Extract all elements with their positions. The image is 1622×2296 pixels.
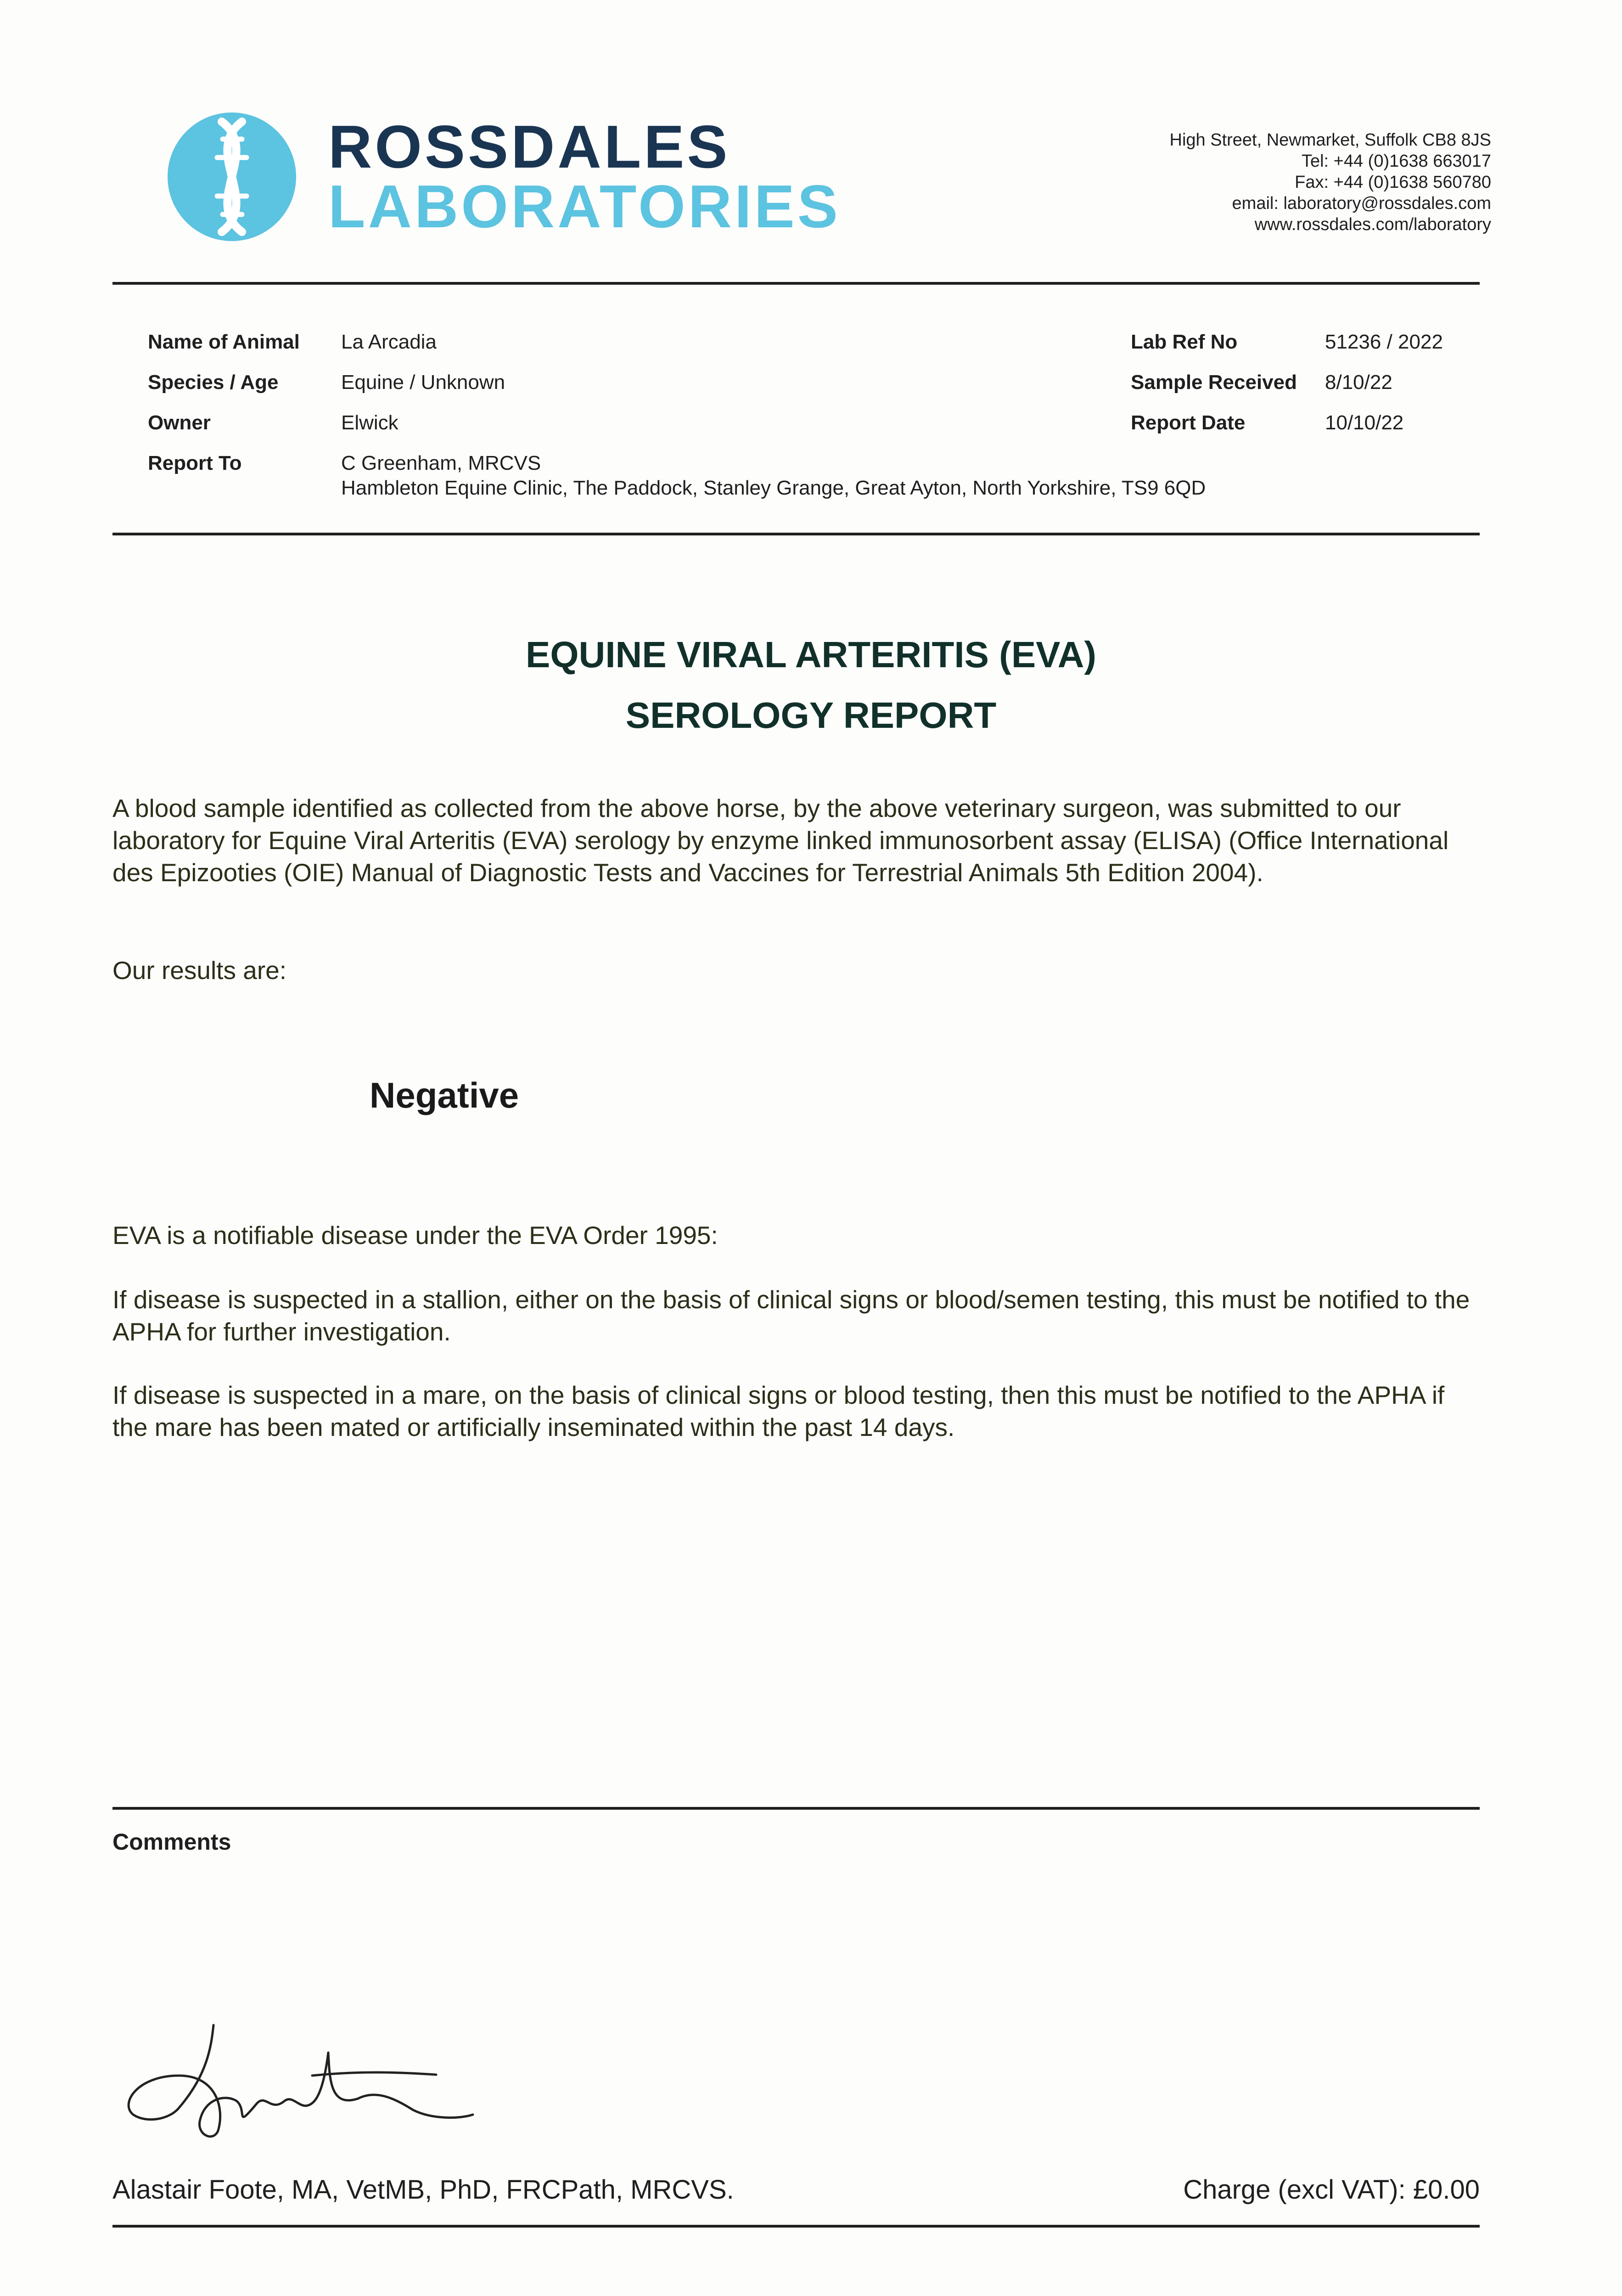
detail-value-animal: La Arcadia xyxy=(341,331,437,353)
detail-value-report-to-address: Hambleton Equine Clinic, The Paddock, Stanley Grange, Great Ayton, North Yorkshire, TS9 6QD xyxy=(341,477,1206,499)
footer-divider xyxy=(112,2225,1480,2228)
report-title xyxy=(0,625,1622,746)
address-website[interactable]: www.rossdales.com/laboratory xyxy=(1254,215,1491,234)
address-tel: Tel: +44 (0)1638 663017 xyxy=(1301,152,1491,171)
stallion-note: If disease is suspected in a stallion, either on the basis of clinical signs or blood/semen testing, this must be notified to the APHA for further investigation. xyxy=(112,1285,1470,1346)
address-fax: Fax: +44 (0)1638 560780 xyxy=(1295,173,1491,192)
test-result: Negative xyxy=(370,1075,519,1115)
signature-image xyxy=(119,2020,477,2144)
results-lead: Our results are: xyxy=(112,956,287,985)
comments-label: Comments xyxy=(112,1829,231,1855)
dna-helix-icon xyxy=(168,113,296,241)
detail-value-report-to: C Greenham, MRCVS xyxy=(341,452,541,474)
detail-label-sample-received: Sample Received xyxy=(1131,371,1297,394)
logo-wordmark-secondary: LABORATORIES xyxy=(328,173,841,240)
intro-paragraph: A blood sample identified as collected from the above horse, by the above veterinary surgeon, was submitted to our laboratory for Equine Viral Arteritis (EVA) serology by enzyme linked immunosorbent assay (ELISA) (Office International des Epizooties (OIE) Manual of Diagnostic Tests and Vaccines for Terrestrial Animals 5th Edition 2004). xyxy=(112,794,1449,887)
report-title-line2: SEROLOGY REPORT xyxy=(625,695,997,736)
detail-value-report-date: 10/10/22 xyxy=(1325,411,1404,434)
mare-note: If disease is suspected in a mare, on the basis of clinical signs or blood testing, then this must be notified to the APHA if the mare has been mated or artificially inseminated within the past 14 days. xyxy=(112,1381,1445,1441)
report-title-line1: EQUINE VIRAL ARTERITIS (EVA) xyxy=(525,634,1097,675)
detail-label-animal: Name of Animal xyxy=(148,331,300,353)
detail-label-report-date: Report Date xyxy=(1131,411,1246,434)
details-divider xyxy=(112,533,1480,535)
detail-value-owner: Elwick xyxy=(341,411,398,434)
charge-amount: Charge (excl VAT): £0.00 xyxy=(1183,2175,1480,2205)
detail-value-lab-ref: 51236 / 2022 xyxy=(1325,331,1443,353)
detail-value-sample-received: 8/10/22 xyxy=(1325,371,1392,394)
logo-wordmark-primary: ROSSDALES xyxy=(328,113,730,180)
address-email[interactable]: email: laboratory@rossdales.com xyxy=(1232,194,1491,213)
detail-label-owner: Owner xyxy=(148,411,211,434)
header-divider xyxy=(112,282,1480,285)
address-street: High Street, Newmarket, Suffolk CB8 8JS xyxy=(1169,130,1491,150)
detail-label-report-to: Report To xyxy=(148,452,242,474)
notifiable-statement: EVA is a notifiable disease under the EVA Order 1995: xyxy=(112,1221,718,1249)
lab-contact-block xyxy=(1170,129,1491,235)
detail-label-lab-ref: Lab Ref No xyxy=(1131,331,1238,353)
detail-label-species: Species / Age xyxy=(148,371,279,394)
comments-divider xyxy=(112,1807,1480,1810)
signatory-name: Alastair Foote, MA, VetMB, PhD, FRCPath, MRCVS. xyxy=(112,2175,734,2205)
detail-value-species: Equine / Unknown xyxy=(341,371,505,394)
